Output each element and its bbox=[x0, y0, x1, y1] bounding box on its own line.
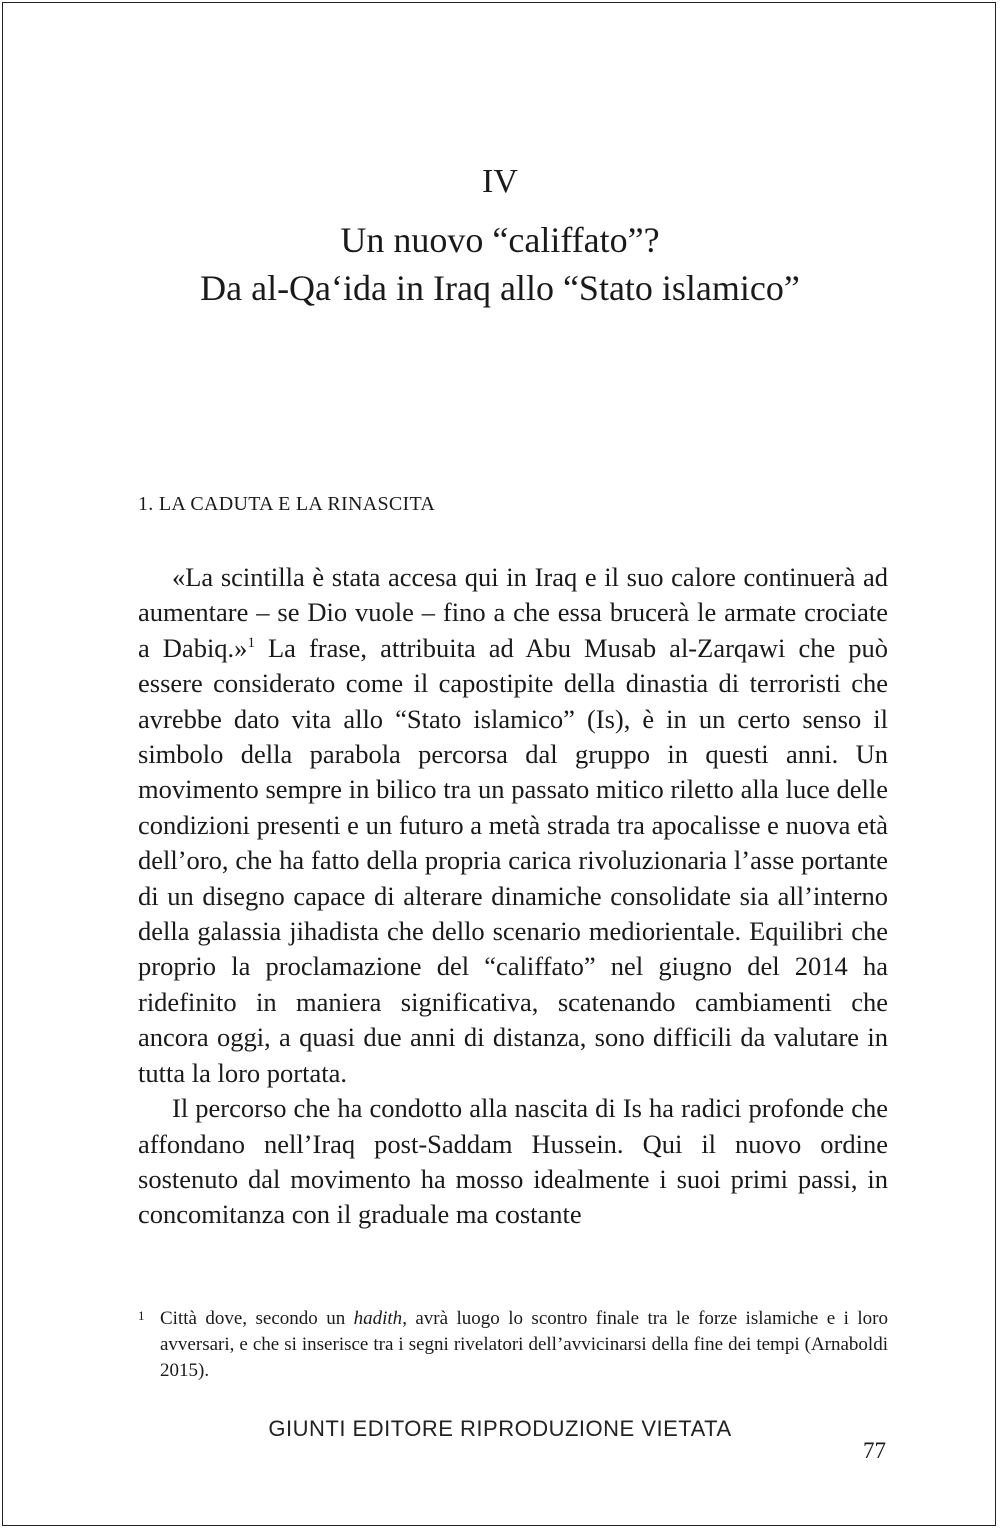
body-text bbox=[138, 560, 888, 1233]
footnote-reference[interactable]: 1 bbox=[247, 634, 255, 651]
watermark: GIUNTI EDITORE RIPRODUZIONE VIETATA bbox=[268, 1416, 732, 1441]
footnote-text-start: Città dove, secondo un bbox=[160, 1308, 354, 1329]
paragraph-1-quote: «La scintilla è stata accesa qui in Iraq e il suo calore continuerà ad aumentare – se Dio vuole – fino a che essa brucerà le armate crociate a Dabiq.» bbox=[138, 562, 888, 663]
paragraph-2: Il percorso che ha condotto alla nascita di Is ha radici profonde che affondano nell’Iraq post-Saddam Hussein. Qui il nuovo ordine sostenuto dal movimento ha mosso idealmente i suoi primi passi, in concomitanza con il graduale ma costante bbox=[138, 1093, 888, 1230]
footnote bbox=[138, 1306, 888, 1384]
page-number: 77 bbox=[863, 1438, 886, 1463]
chapter-title-line-2: Da al-Qa‘ida in Iraq allo “Stato islamico” bbox=[200, 268, 800, 308]
footnote-italic-term: hadith bbox=[353, 1308, 403, 1329]
chapter-number: IV bbox=[482, 163, 518, 200]
section-heading: 1. LA CADUTA E LA RINASCITA bbox=[138, 493, 436, 515]
chapter-title-line-1: Un nuovo “califfato”? bbox=[340, 220, 660, 260]
footnote-marker: 1 bbox=[138, 1308, 145, 1323]
paragraph-1 bbox=[138, 560, 888, 1091]
chapter-title bbox=[0, 216, 1000, 312]
footnote-text-end: , avrà luogo lo scontro finale tra le forze islamiche e i loro avversari, e che si inserisce tra i segni rivelatori dell’avvicinarsi della fine dei tempi (Arnaboldi 2015). bbox=[160, 1308, 888, 1381]
footnote-text bbox=[160, 1306, 888, 1384]
paragraph-1-text: La frase, attribuita ad Abu Musab al-Zarqawi che può essere considerato come il capostipite della dinastia di terroristi che avrebbe dato vita allo “Stato islamico” (Is), è in un certo senso il simbolo della parabola percorsa dal gruppo in questi anni. Un movimento sempre in bilico tra un passato mitico riletto alla luce delle condizioni presenti e un futuro a metà strada tra apocalisse e nuova età dell’oro, che ha fatto della propria carica rivoluzionaria l’asse portante di un disegno capace di alterare dinamiche consolidate sia all’interno della galassia jihadista che dello scenario mediorientale. Equilibri che proprio la proclamazione del “califfato” nel giugno del 2014 ha ridefinito in maniera significativa, scatenando cambiamenti che ancora oggi, a quasi due anni di distanza, sono difficili da valutare in tutta la loro portata. bbox=[138, 632, 888, 1088]
